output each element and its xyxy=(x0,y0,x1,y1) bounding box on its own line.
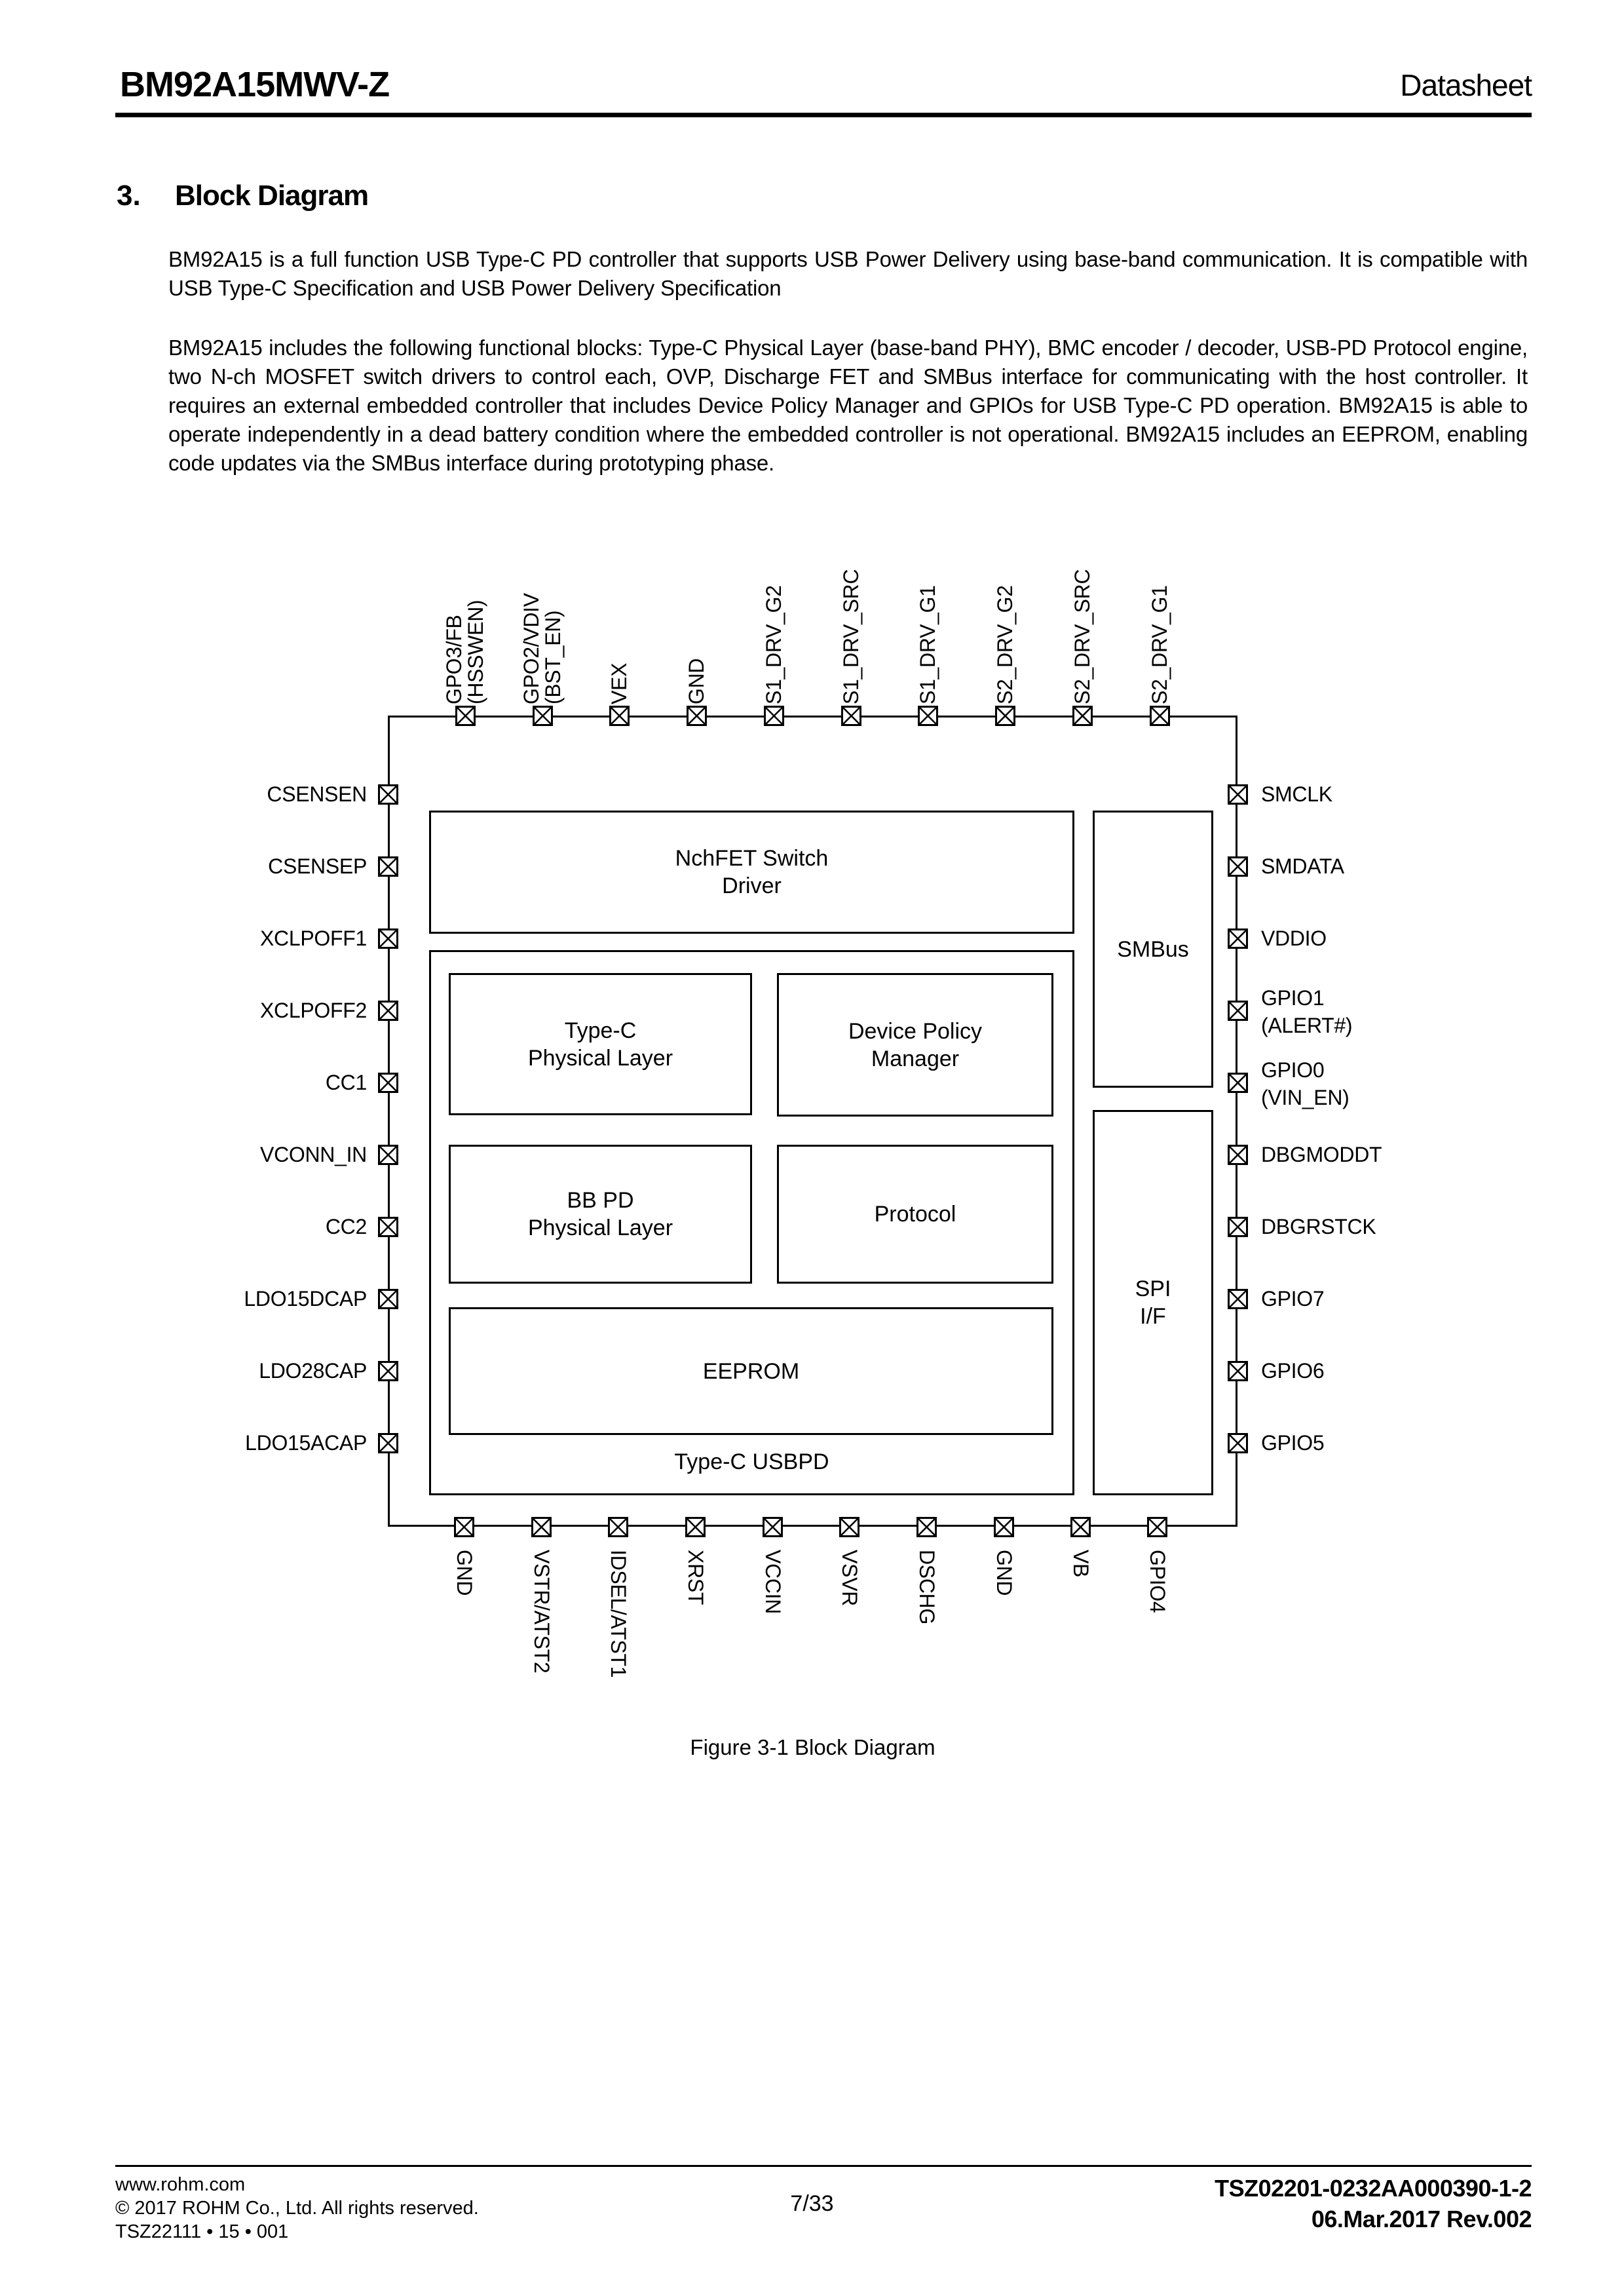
block-label: Protocol xyxy=(874,1202,956,1227)
pin-crossed-box-icon xyxy=(454,1517,474,1537)
block-smbus xyxy=(1093,811,1213,1088)
paragraph-functional-blocks: BM92A15 includes the following functional blocks: Type-C Physical Layer (base-band PHY), BMC encoder / decoder, USB-PD Protocol engine, two N-ch MOSFET switch drivers to control each, OVP, Discharge FET and SMBus interface for communicating with the host controller. It requires an external embedded controller that includes Device Policy Manager and GPIOs for USB Type-C PD operation. BM92A15 is able to operate independently in a dead battery condition where the embedded controller is not operational. BM92A15 includes an EEPROM, enabling code updates via the SMBus interface during prototyping phase. xyxy=(168,335,1528,475)
pin-label-left-CSENSEN: CSENSEN xyxy=(267,782,367,806)
block-label: SMBus xyxy=(1117,936,1189,962)
pin-bottom-DSCHG xyxy=(916,1517,937,1537)
pin-label-bottom-VB: VB xyxy=(1068,1550,1093,1578)
footer-rule xyxy=(115,2165,1532,2167)
pin-crossed-box-icon xyxy=(531,1517,552,1537)
pin-label-left-LDO28CAP: LDO28CAP xyxy=(259,1359,367,1383)
pin-label-top-GND: GND xyxy=(684,658,708,704)
pin-label-left-CC2: CC2 xyxy=(325,1215,367,1238)
footer-revision: 06.Mar.2017 Rev.002 xyxy=(1311,2206,1532,2232)
pin-right-GPIO6 xyxy=(1228,1361,1248,1381)
pin-crossed-box-icon xyxy=(841,706,861,726)
pin-crossed-box-icon xyxy=(378,1289,398,1309)
pin-label-top-VEX: VEX xyxy=(607,662,631,704)
paragraph-intro: BM92A15 is a full function USB Type-C PD controller that supports USB Power Delivery using base-band communication. It is compatible with USB Type-C Specification and USB Power Delivery Specification xyxy=(168,247,1528,300)
pin-bottom-GPIO4 xyxy=(1147,1517,1167,1537)
pin-left-CSENSEN xyxy=(378,784,398,805)
pin-label-top-GPO3/FB: GPO3/FB (HSSWEN) xyxy=(442,600,487,704)
pin-crossed-box-icon xyxy=(763,1517,783,1537)
pin-crossed-box-icon xyxy=(1228,1361,1248,1381)
pin-crossed-box-icon xyxy=(1228,1433,1248,1453)
pin-top-GND xyxy=(687,706,707,726)
pin-label-right-DBGRSTCK: DBGRSTCK xyxy=(1261,1215,1376,1238)
pin-crossed-box-icon xyxy=(1228,1289,1248,1309)
pin-left-LDO15ACAP xyxy=(378,1433,398,1453)
pin-bottom-VSTR/ATST2 xyxy=(531,1517,552,1537)
pin-bottom-VSVR xyxy=(839,1517,859,1537)
block-label: Manager xyxy=(871,1046,960,1071)
pin-label-right-GPIO7: GPIO7 xyxy=(1261,1287,1325,1311)
block-label: NchFET Switch xyxy=(675,846,829,871)
pin-label-bottom-GND: GND xyxy=(452,1550,476,1596)
block-label: BB PD xyxy=(567,1188,634,1213)
footer-page-number: 7/33 xyxy=(790,2191,834,2216)
pin-crossed-box-icon xyxy=(839,1517,859,1537)
pin-crossed-box-icon xyxy=(687,706,707,726)
pin-crossed-box-icon xyxy=(378,928,398,949)
pin-bottom-GND xyxy=(994,1517,1014,1537)
pin-left-LDO28CAP xyxy=(378,1361,398,1381)
pin-crossed-box-icon xyxy=(1228,1145,1248,1165)
pin-label-right-DBGMODDT: DBGMODDT xyxy=(1261,1143,1382,1166)
footer-left xyxy=(115,2173,479,2244)
pin-top-S2_DRV_G2 xyxy=(995,706,1015,726)
pin-crossed-box-icon xyxy=(1150,706,1170,726)
pin-bottom-XRST xyxy=(685,1517,706,1537)
pin-crossed-box-icon xyxy=(1228,856,1248,877)
block-bb-pd-physical-layer xyxy=(449,1145,752,1284)
pin-bottom-GND xyxy=(454,1517,474,1537)
pin-crossed-box-icon xyxy=(378,1433,398,1453)
footer-right xyxy=(942,2173,1532,2234)
pin-crossed-box-icon xyxy=(918,706,938,726)
pin-label-bottom-VSVR: VSVR xyxy=(837,1550,861,1606)
figure-caption: Figure 3-1 Block Diagram xyxy=(690,1735,935,1759)
pin-crossed-box-icon xyxy=(533,706,553,726)
block-eeprom xyxy=(449,1307,1053,1435)
pin-bottom-VCCIN xyxy=(763,1517,783,1537)
pin-label-left-LDO15DCAP: LDO15DCAP xyxy=(244,1287,367,1311)
pin-crossed-box-icon xyxy=(1228,928,1248,949)
pin-crossed-box-icon xyxy=(378,1361,398,1381)
pin-label-bottom-IDSEL/ATST1: IDSEL/ATST1 xyxy=(606,1550,630,1678)
pin-left-XCLPOFF2 xyxy=(378,1001,398,1021)
block-typec-usbpd-label: Type-C USBPD xyxy=(674,1449,829,1474)
pin-label-left-LDO15ACAP: LDO15ACAP xyxy=(245,1431,367,1455)
pin-label-left-XCLPOFF1: XCLPOFF1 xyxy=(260,927,367,950)
block-label: Type-C xyxy=(564,1018,637,1043)
pin-label-left-VCONN_IN: VCONN_IN xyxy=(260,1143,367,1166)
pin-label-top-S1_DRV_G1: S1_DRV_G1 xyxy=(915,585,939,704)
pin-label-top-S2_DRV_G2: S2_DRV_G2 xyxy=(992,585,1017,704)
pin-left-LDO15DCAP xyxy=(378,1289,398,1309)
pin-label-right-SMDATA: SMDATA xyxy=(1261,854,1344,878)
pin-left-CC2 xyxy=(378,1217,398,1237)
pin-top-S1_DRV_G1 xyxy=(918,706,938,726)
pin-label-left-XCLPOFF2: XCLPOFF2 xyxy=(260,999,367,1022)
pin-crossed-box-icon xyxy=(685,1517,706,1537)
pin-crossed-box-icon xyxy=(994,1517,1014,1537)
block-typec-physical-layer xyxy=(449,973,752,1115)
block-protocol xyxy=(777,1145,1053,1284)
pin-label-right-SMCLK: SMCLK xyxy=(1261,782,1332,806)
pin-left-XCLPOFF1 xyxy=(378,928,398,949)
pin-crossed-box-icon xyxy=(764,706,784,726)
pin-right-DBGRSTCK xyxy=(1228,1217,1248,1237)
doc-type-label: Datasheet xyxy=(1400,68,1532,102)
section-number: 3. xyxy=(117,180,141,212)
pin-top-S2_DRV_G1 xyxy=(1150,706,1170,726)
pin-crossed-box-icon xyxy=(1228,1217,1248,1237)
block-device-policy-manager xyxy=(777,973,1053,1117)
pin-label-right-GPIO5: GPIO5 xyxy=(1261,1431,1325,1455)
pin-label-top-GPO2/VDIV: GPO2/VDIV (BST_EN) xyxy=(519,593,565,704)
pin-left-VCONN_IN xyxy=(378,1145,398,1165)
pin-top-GPO3/FB xyxy=(455,706,476,726)
pin-crossed-box-icon xyxy=(378,1217,398,1237)
pin-crossed-box-icon xyxy=(609,706,630,726)
pin-right-GPIO0 xyxy=(1228,1073,1248,1093)
pin-right-SMDATA xyxy=(1228,856,1248,877)
block-label: I/F xyxy=(1140,1304,1166,1329)
pin-crossed-box-icon xyxy=(378,856,398,877)
pin-left-CSENSEP xyxy=(378,856,398,877)
pin-label-right-GPIO6: GPIO6 xyxy=(1261,1359,1325,1383)
footer-doc-number: TSZ02201-0232AA000390-1-2 xyxy=(1215,2175,1532,2202)
pin-label-bottom-DSCHG: DSCHG xyxy=(915,1550,939,1625)
pin-label-top-S1_DRV_SRC: S1_DRV_SRC xyxy=(839,569,863,704)
pin-label-bottom-VSTR/ATST2: VSTR/ATST2 xyxy=(529,1550,554,1674)
pin-crossed-box-icon xyxy=(1228,1073,1248,1093)
pin-crossed-box-icon xyxy=(1147,1517,1167,1537)
pin-label-bottom-GND: GND xyxy=(992,1550,1016,1596)
pin-bottom-IDSEL/ATST1 xyxy=(608,1517,628,1537)
pin-top-GPO2/VDIV xyxy=(533,706,553,726)
pin-right-GPIO1 xyxy=(1228,1001,1248,1021)
pin-crossed-box-icon xyxy=(378,1001,398,1021)
pin-label-left-CSENSEP: CSENSEP xyxy=(268,854,367,878)
pin-crossed-box-icon xyxy=(916,1517,937,1537)
pin-label-top-S2_DRV_SRC: S2_DRV_SRC xyxy=(1070,569,1094,704)
header-rule xyxy=(115,113,1532,117)
block-label: EEPROM xyxy=(702,1358,800,1384)
page-title: BM92A15MWV-Z xyxy=(120,65,390,104)
pin-crossed-box-icon xyxy=(455,706,476,726)
section-title: Block Diagram xyxy=(175,180,369,212)
block-label: Device Policy xyxy=(848,1018,983,1044)
pin-label-bottom-XRST: XRST xyxy=(683,1550,708,1605)
pin-label-right-VDDIO: VDDIO xyxy=(1261,927,1327,950)
pin-crossed-box-icon xyxy=(378,784,398,805)
pin-label-top-S1_DRV_G2: S1_DRV_G2 xyxy=(761,585,785,704)
pin-right-GPIO7 xyxy=(1228,1289,1248,1309)
block-label: Physical Layer xyxy=(527,1215,673,1240)
footer-copyright: © 2017 ROHM Co., Ltd. All rights reserved. xyxy=(115,2198,479,2219)
pin-crossed-box-icon xyxy=(378,1073,398,1093)
pin-top-S2_DRV_SRC xyxy=(1072,706,1093,726)
pin-crossed-box-icon xyxy=(1072,706,1093,726)
pin-crossed-box-icon xyxy=(1228,784,1248,805)
pin-crossed-box-icon xyxy=(995,706,1015,726)
pin-label-top-S2_DRV_G1: S2_DRV_G1 xyxy=(1147,585,1171,704)
block-label: SPI xyxy=(1135,1276,1171,1301)
pin-label-bottom-VCCIN: VCCIN xyxy=(761,1550,785,1615)
pin-label-right-GPIO1: GPIO1 (ALERT#) xyxy=(1261,986,1353,1037)
block-label: Driver xyxy=(722,873,782,898)
pin-crossed-box-icon xyxy=(1228,1001,1248,1021)
pin-top-S1_DRV_G2 xyxy=(764,706,784,726)
pin-right-SMCLK xyxy=(1228,784,1248,805)
pin-label-bottom-GPIO4: GPIO4 xyxy=(1145,1550,1169,1613)
pin-right-DBGMODDT xyxy=(1228,1145,1248,1165)
pin-crossed-box-icon xyxy=(378,1145,398,1165)
pin-label-left-CC1: CC1 xyxy=(325,1071,367,1094)
block-label: Physical Layer xyxy=(527,1045,673,1071)
pin-bottom-VB xyxy=(1070,1517,1091,1537)
footer-doc-code: TSZ22111 • 15 • 001 xyxy=(115,2221,289,2242)
pin-label-right-GPIO0: GPIO0 (VIN_EN) xyxy=(1261,1058,1350,1109)
footer-url: www.rohm.com xyxy=(115,2174,246,2195)
block-spi-if xyxy=(1093,1110,1213,1495)
pin-crossed-box-icon xyxy=(1070,1517,1091,1537)
pin-right-GPIO5 xyxy=(1228,1433,1248,1453)
pin-crossed-box-icon xyxy=(608,1517,628,1537)
pin-top-S1_DRV_SRC xyxy=(841,706,861,726)
pin-left-CC1 xyxy=(378,1073,398,1093)
pin-right-VDDIO xyxy=(1228,928,1248,949)
pin-top-VEX xyxy=(609,706,630,726)
block-nchfet-switch-driver xyxy=(429,811,1074,934)
